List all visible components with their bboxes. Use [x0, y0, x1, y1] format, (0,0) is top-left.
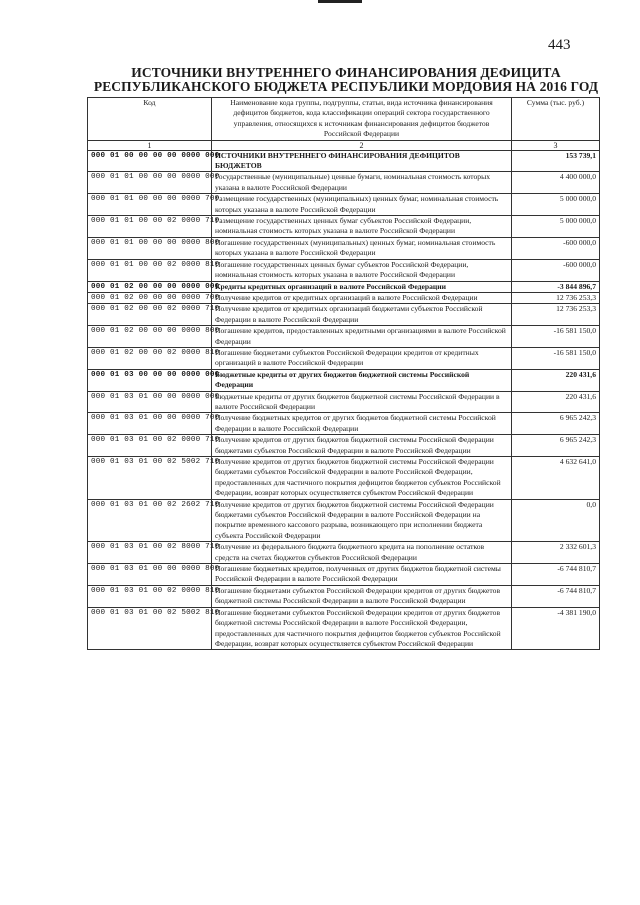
table-row [88, 564, 600, 586]
row-code: 000 01 02 00 00 00 0000 700 [88, 292, 212, 303]
row-code: 000 01 01 00 00 00 0000 800 [88, 237, 212, 259]
table-row [88, 369, 600, 391]
row-code: 000 01 03 01 00 02 0000 810 [88, 585, 212, 607]
row-sum: 0,0 [512, 499, 600, 542]
row-name: Погашение бюджетами субъектов Российской Федерации кредитов от других бюджетов бюджетной системы Российской Федерации в валюте Российской Федерации, предоставленных для частичного покрытия дефицитов бюджетов субъектов Российской Федерации, возврат которых осуществляется субъектом Российской Федерации [212, 607, 512, 650]
row-name: Размещение государственных ценных бумаг субъектов Российской Федерации, номинальная стоимость которых указана в валюте Российской Федерации [212, 216, 512, 238]
table-row [88, 542, 600, 564]
row-name: Получение бюджетных кредитов от других бюджетов бюджетной системы Российской Федерации в валюте Российской Федерации [212, 413, 512, 435]
row-name: ИСТОЧНИКИ ВНУТРЕННЕГО ФИНАНСИРОВАНИЯ ДЕФИЦИТОВ БЮДЖЕТОВ [212, 150, 512, 172]
row-sum: 220 431,6 [512, 391, 600, 413]
table-row [88, 216, 600, 238]
row-sum: 4 400 000,0 [512, 172, 600, 194]
row-name: Получение кредитов от других бюджетов бюджетной системы Российской Федерации бюджетами субъектов Российской Федерации в валюте Российской Федерации на покрытие временного кассового разрыва, возникающего при исполнении бюджета субъекта Российской Федерации [212, 499, 512, 542]
row-sum: 5 000 000,0 [512, 194, 600, 216]
column-number-1: 1 [88, 140, 212, 150]
row-name: Погашение государственных (муниципальных) ценных бумаг, номинальная стоимость которых указана в валюте Российской Федерации [212, 237, 512, 259]
row-sum: 220 431,6 [512, 369, 600, 391]
row-code: 000 01 02 00 00 02 0000 710 [88, 304, 212, 326]
row-code: 000 01 02 00 00 00 0000 000 [88, 281, 212, 292]
table-row [88, 457, 600, 500]
row-sum: 153 739,1 [512, 150, 600, 172]
row-code: 000 01 03 01 00 02 0000 710 [88, 435, 212, 457]
row-sum: -3 844 896,7 [512, 281, 600, 292]
table-row [88, 347, 600, 369]
title-line-1: ИСТОЧНИКИ ВНУТРЕННЕГО ФИНАНСИРОВАНИЯ ДЕФИЦИТА [131, 65, 561, 80]
table-row [88, 607, 600, 650]
row-code: 000 01 00 00 00 00 0000 000 [88, 150, 212, 172]
row-code: 000 01 03 01 00 02 2602 710 [88, 499, 212, 542]
row-sum: -6 744 810,7 [512, 564, 600, 586]
row-code: 000 01 01 00 00 00 0000 000 [88, 172, 212, 194]
row-name: Размещение государственных (муниципальных) ценных бумаг, номинальная стоимость которых указана в валюте Российской Федерации [212, 194, 512, 216]
table-row [88, 237, 600, 259]
row-sum: -16 581 150,0 [512, 347, 600, 369]
table-row [88, 259, 600, 281]
row-name: Государственные (муниципальные) ценные бумаги, номинальная стоимость которых указана в валюте Российской Федерации [212, 172, 512, 194]
row-name: Получение кредитов от других бюджетов бюджетной системы Российской Федерации бюджетами субъектов Российской Федерации в валюте Российской Федерации [212, 435, 512, 457]
row-sum: 12 736 253,3 [512, 292, 600, 303]
table-row [88, 326, 600, 348]
row-code: 000 01 03 01 00 02 5002 810 [88, 607, 212, 650]
row-name: Погашение бюджетами субъектов Российской Федерации кредитов от других бюджетов бюджетной системы Российской Федерации в валюте Российской Федерации [212, 585, 512, 607]
page-number: 443 [548, 37, 571, 53]
header-sum: Сумма (тыс. руб.) [512, 98, 600, 141]
row-code: 000 01 02 00 00 02 0000 810 [88, 347, 212, 369]
column-number-2: 2 [212, 140, 512, 150]
document-title [86, 66, 606, 94]
row-code: 000 01 03 01 00 02 5002 710 [88, 457, 212, 500]
table-row [88, 499, 600, 542]
row-code: 000 01 03 01 00 00 0000 000 [88, 391, 212, 413]
row-code: 000 01 01 00 00 02 0000 710 [88, 216, 212, 238]
table-body [88, 150, 600, 650]
row-name: Бюджетные кредиты от других бюджетов бюджетной системы Российской Федерации в валюте Российской Федерации [212, 391, 512, 413]
row-name: Получение кредитов от кредитных организаций бюджетами субъектов Российской Федерации в валюте Российской Федерации [212, 304, 512, 326]
row-name: Получение из федерального бюджета бюджетного кредита на пополнение остатков средств на счетах бюджетов субъектов Российской Федерации [212, 542, 512, 564]
header-code: Код [88, 98, 212, 141]
table-row [88, 172, 600, 194]
table-row [88, 413, 600, 435]
column-number-row [88, 140, 600, 150]
table-row [88, 281, 600, 292]
scan-top-mark [318, 0, 362, 3]
row-sum: 6 965 242,3 [512, 413, 600, 435]
row-sum: -600 000,0 [512, 237, 600, 259]
row-name: Кредиты кредитных организаций в валюте Российской Федерации [212, 281, 512, 292]
row-code: 000 01 01 00 00 02 0000 810 [88, 259, 212, 281]
row-sum: -4 381 190,0 [512, 607, 600, 650]
row-code: 000 01 03 01 00 02 8000 710 [88, 542, 212, 564]
row-code: 000 01 01 00 00 00 0000 700 [88, 194, 212, 216]
row-sum: 2 332 601,3 [512, 542, 600, 564]
table-row [88, 435, 600, 457]
title-line-2: РЕСПУБЛИКАНСКОГО БЮДЖЕТА РЕСПУБЛИКИ МОРДОВИЯ НА 2016 ГОД [93, 79, 599, 94]
column-number-3: 3 [512, 140, 600, 150]
row-name: Получение кредитов от кредитных организаций в валюте Российской Федерации [212, 292, 512, 303]
row-sum: 4 632 641,0 [512, 457, 600, 500]
table-row [88, 194, 600, 216]
row-sum: 5 000 000,0 [512, 216, 600, 238]
row-code: 000 01 03 01 00 00 0000 800 [88, 564, 212, 586]
row-code: 000 01 03 00 00 00 0000 000 [88, 369, 212, 391]
table-row [88, 150, 600, 172]
row-name: Погашение бюджетами субъектов Российской Федерации кредитов от кредитных организаций в валюте Российской Федерации [212, 347, 512, 369]
row-sum: -6 744 810,7 [512, 585, 600, 607]
row-sum: -16 581 150,0 [512, 326, 600, 348]
table-row [88, 391, 600, 413]
table-row [88, 585, 600, 607]
table-row [88, 304, 600, 326]
row-name: Бюджетные кредиты от других бюджетов бюджетной системы Российской Федерации [212, 369, 512, 391]
table-header-row [88, 98, 600, 141]
header-name: Наименование кода группы, подгруппы, статьи, вида источника финансирования дефицитов бюджетов, кода классификации операций сектора государственного управления, относящихся к источникам финансирования дефицитов бюджетов Российской Федерации [212, 98, 512, 141]
row-name: Погашение кредитов, предоставленных кредитными организациями в валюте Российской Федерации [212, 326, 512, 348]
row-name: Погашение государственных ценных бумаг субъектов Российской Федерации, номинальная стоимость которых указана в валюте Российской Федерации [212, 259, 512, 281]
row-code: 000 01 03 01 00 00 0000 700 [88, 413, 212, 435]
row-name: Погашение бюджетных кредитов, полученных от других бюджетов бюджетной системы Российской Федерации в валюте Российской Федерации [212, 564, 512, 586]
financing-sources-table [87, 97, 600, 650]
row-code: 000 01 02 00 00 00 0000 800 [88, 326, 212, 348]
row-name: Получение кредитов от других бюджетов бюджетной системы Российской Федерации бюджетами субъектов Российской Федерации в валюте Российской Федерации, предоставленных для частичного покрытия дефицитов бюджетов субъектов Российской Федерации, возврат которых осуществляется субъектом Российской Федерации [212, 457, 512, 500]
table-row [88, 292, 600, 303]
row-sum: 12 736 253,3 [512, 304, 600, 326]
row-sum: -600 000,0 [512, 259, 600, 281]
row-sum: 6 965 242,3 [512, 435, 600, 457]
